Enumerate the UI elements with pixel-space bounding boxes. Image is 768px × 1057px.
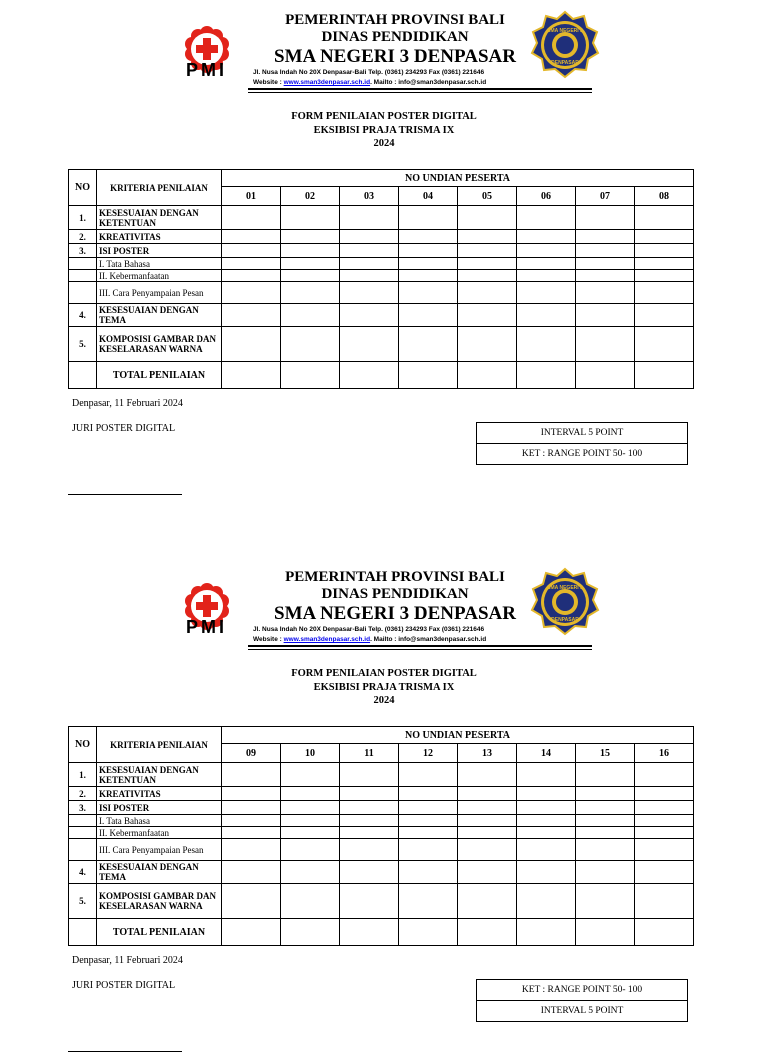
criteria-label: KOMPOSISI GAMBAR DAN KESELARASAN WARNA — [97, 884, 222, 919]
participants-header: NO UNDIAN PESERTA — [222, 170, 694, 187]
score-cell[interactable] — [222, 827, 281, 839]
score-cell[interactable] — [340, 270, 399, 282]
score-cell[interactable] — [635, 787, 694, 801]
score-cell[interactable] — [399, 787, 458, 801]
score-cell[interactable] — [222, 258, 281, 270]
score-cell[interactable] — [399, 244, 458, 258]
score-cell[interactable] — [576, 801, 635, 815]
score-cell[interactable] — [635, 884, 694, 919]
score-cell[interactable] — [281, 206, 340, 230]
score-cell[interactable] — [222, 244, 281, 258]
criteria-header: KRITERIA PENILAIAN — [97, 727, 222, 763]
title-line3: 2024 — [373, 695, 395, 706]
criteria-number: 1. — [69, 763, 97, 787]
participant-number: 09 — [222, 744, 281, 763]
score-cell[interactable] — [222, 801, 281, 815]
score-cell[interactable] — [458, 884, 517, 919]
score-cell[interactable] — [281, 230, 340, 244]
criteria-header: KRITERIA PENILAIAN — [97, 170, 222, 206]
total-score-cell[interactable] — [635, 919, 694, 946]
criteria-row — [69, 815, 694, 827]
score-cell[interactable] — [340, 230, 399, 244]
table-header-row — [69, 170, 694, 187]
participant-number: 15 — [576, 744, 635, 763]
total-number-cell — [69, 362, 97, 389]
score-cell[interactable] — [635, 839, 694, 861]
participant-number: 01 — [222, 187, 281, 206]
criteria-row — [69, 763, 694, 787]
score-cell[interactable] — [576, 282, 635, 304]
score-cell[interactable] — [576, 827, 635, 839]
score-cell[interactable] — [222, 327, 281, 362]
participant-number: 08 — [635, 187, 694, 206]
score-cell[interactable] — [399, 258, 458, 270]
letterhead — [250, 569, 540, 625]
criteria-label: KOMPOSISI GAMBAR DAN KESELARASAN WARNA — [97, 327, 222, 362]
criteria-label: KESESUAIAN DENGAN TEMA — [97, 861, 222, 884]
title-line2: EKSIBISI PRAJA TRISMA IX — [313, 681, 455, 693]
score-cell[interactable] — [281, 304, 340, 327]
total-score-cell[interactable] — [399, 362, 458, 389]
score-cell[interactable] — [576, 861, 635, 884]
criteria-label: III. Cara Penyampaian Pesan — [97, 839, 222, 861]
crest-bottom-text: DENPASAR — [551, 617, 579, 623]
school-address: Jl. Nusa Indah No 20X Denpasar-Bali Telp. (0361) 234293 Fax (0361) 221646 Website : www.sman3denpasar.sch.id. Mailto : info@sman3denpasar.sch.id — [253, 69, 487, 86]
total-score-cell[interactable] — [576, 362, 635, 389]
score-cell[interactable] — [458, 258, 517, 270]
school-crest — [530, 567, 600, 637]
score-cell[interactable] — [340, 763, 399, 787]
score-cell[interactable] — [222, 839, 281, 861]
score-cell[interactable] — [517, 327, 576, 362]
score-cell[interactable] — [222, 861, 281, 884]
criteria-number — [69, 282, 97, 304]
participants-header: NO UNDIAN PESERTA — [222, 727, 694, 744]
criteria-row — [69, 258, 694, 270]
score-cell[interactable] — [517, 304, 576, 327]
score-cell[interactable] — [399, 206, 458, 230]
crest-top-text: SMA NEGERI 3 — [547, 28, 583, 34]
score-cell[interactable] — [281, 801, 340, 815]
score-cell[interactable] — [635, 282, 694, 304]
score-cell[interactable] — [517, 815, 576, 827]
score-cell[interactable] — [399, 327, 458, 362]
criteria-number: 3. — [69, 801, 97, 815]
no-header: NO — [69, 170, 97, 206]
criteria-number — [69, 815, 97, 827]
criteria-number: 4. — [69, 304, 97, 327]
score-cell[interactable] — [222, 206, 281, 230]
criteria-row — [69, 230, 694, 244]
score-cell[interactable] — [635, 206, 694, 230]
score-cell[interactable] — [576, 244, 635, 258]
score-cell[interactable] — [281, 815, 340, 827]
score-cell[interactable] — [517, 763, 576, 787]
participant-number: 02 — [281, 187, 340, 206]
score-cell[interactable] — [340, 815, 399, 827]
score-cell[interactable] — [399, 839, 458, 861]
school-name: SMA NEGERI 3 DENPASAR — [274, 603, 516, 624]
score-cell[interactable] — [635, 304, 694, 327]
score-cell[interactable] — [399, 861, 458, 884]
signing-date: Denpasar, 11 Februari 2024 — [72, 955, 183, 966]
total-score-cell[interactable] — [635, 362, 694, 389]
score-cell[interactable] — [458, 801, 517, 815]
participant-number: 13 — [458, 744, 517, 763]
participant-number: 03 — [340, 187, 399, 206]
letterhead-rule-thin — [248, 92, 592, 93]
score-cell[interactable] — [340, 282, 399, 304]
participant-number: 10 — [281, 744, 340, 763]
score-cell[interactable] — [576, 258, 635, 270]
score-cell[interactable] — [281, 258, 340, 270]
school-crest — [530, 10, 600, 80]
total-score-cell[interactable] — [576, 919, 635, 946]
score-cell[interactable] — [635, 270, 694, 282]
criteria-row — [69, 839, 694, 861]
score-cell[interactable] — [517, 258, 576, 270]
score-cell[interactable] — [222, 884, 281, 919]
signing-date: Denpasar, 11 Februari 2024 — [72, 398, 183, 409]
score-cell[interactable] — [635, 327, 694, 362]
score-cell[interactable] — [281, 270, 340, 282]
score-cell[interactable] — [399, 763, 458, 787]
criteria-row — [69, 270, 694, 282]
score-cell[interactable] — [222, 304, 281, 327]
title-line1: FORM PENILAIAN POSTER DIGITAL — [291, 111, 477, 122]
score-cell[interactable] — [340, 258, 399, 270]
criteria-row — [69, 244, 694, 258]
title-line2: EKSIBISI PRAJA TRISMA IX — [313, 124, 455, 136]
letterhead-rule — [248, 645, 592, 647]
score-cell[interactable] — [635, 801, 694, 815]
scoring-notes — [476, 979, 688, 1022]
total-score-cell[interactable] — [281, 919, 340, 946]
score-cell[interactable] — [576, 327, 635, 362]
score-cell[interactable] — [517, 861, 576, 884]
score-cell[interactable] — [399, 304, 458, 327]
criteria-label: I. Tata Bahasa — [97, 815, 222, 827]
score-cell[interactable] — [281, 827, 340, 839]
score-cell[interactable] — [340, 861, 399, 884]
website-link[interactable]: www.sman3denpasar.sch.id — [283, 79, 371, 86]
score-cell[interactable] — [340, 827, 399, 839]
score-cell[interactable] — [517, 801, 576, 815]
score-table — [68, 169, 694, 389]
pmi-text: PMI — [186, 60, 228, 80]
total-label: TOTAL PENILAIAN — [97, 362, 222, 389]
participant-number: 04 — [399, 187, 458, 206]
participant-number: 16 — [635, 744, 694, 763]
criteria-number — [69, 258, 97, 270]
jury-label: JURI POSTER DIGITAL — [72, 423, 176, 434]
form-title — [200, 667, 568, 708]
jury-label: JURI POSTER DIGITAL — [72, 980, 176, 991]
org-line1: PEMERINTAH PROVINSI BALI — [285, 12, 505, 28]
criteria-number: 5. — [69, 884, 97, 919]
total-label: TOTAL PENILAIAN — [97, 919, 222, 946]
score-table — [68, 726, 694, 946]
score-cell[interactable] — [576, 763, 635, 787]
participant-number: 05 — [458, 187, 517, 206]
criteria-label: KREATIVITAS — [97, 787, 222, 801]
score-cell[interactable] — [458, 282, 517, 304]
total-score-cell[interactable] — [458, 919, 517, 946]
score-cell[interactable] — [517, 839, 576, 861]
criteria-row — [69, 787, 694, 801]
criteria-number — [69, 270, 97, 282]
score-cell[interactable] — [517, 884, 576, 919]
school-address: Jl. Nusa Indah No 20X Denpasar-Bali Telp. (0361) 234293 Fax (0361) 221646 Website : www.sman3denpasar.sch.id. Mailto : info@sman3denpasar.sch.id — [253, 626, 487, 643]
score-cell[interactable] — [222, 787, 281, 801]
assessment-form-form2 — [0, 557, 768, 1057]
score-cell[interactable] — [222, 763, 281, 787]
note-box-bottom: INTERVAL 5 POINT — [476, 1001, 688, 1022]
criteria-number: 2. — [69, 230, 97, 244]
score-cell[interactable] — [458, 861, 517, 884]
total-row — [69, 919, 694, 946]
note-box-top: KET : RANGE POINT 50- 100 — [476, 979, 688, 1001]
total-number-cell — [69, 919, 97, 946]
criteria-number: 2. — [69, 787, 97, 801]
score-cell[interactable] — [399, 827, 458, 839]
score-cell[interactable] — [635, 230, 694, 244]
score-cell[interactable] — [340, 884, 399, 919]
score-cell[interactable] — [340, 327, 399, 362]
score-cell[interactable] — [576, 304, 635, 327]
criteria-label: I. Tata Bahasa — [97, 258, 222, 270]
criteria-number: 4. — [69, 861, 97, 884]
criteria-row — [69, 801, 694, 815]
score-cell[interactable] — [517, 230, 576, 244]
score-cell[interactable] — [517, 787, 576, 801]
website-link[interactable]: www.sman3denpasar.sch.id — [283, 636, 371, 643]
score-cell[interactable] — [281, 884, 340, 919]
score-cell[interactable] — [458, 304, 517, 327]
score-cell[interactable] — [399, 230, 458, 244]
score-cell[interactable] — [222, 270, 281, 282]
score-cell[interactable] — [399, 270, 458, 282]
crest-bottom-text: DENPASAR — [551, 60, 579, 66]
score-cell[interactable] — [281, 763, 340, 787]
criteria-row — [69, 206, 694, 230]
org-line1: PEMERINTAH PROVINSI BALI — [285, 569, 505, 585]
score-cell[interactable] — [635, 258, 694, 270]
total-score-cell[interactable] — [517, 362, 576, 389]
participant-number: 06 — [517, 187, 576, 206]
score-cell[interactable] — [517, 244, 576, 258]
score-cell[interactable] — [576, 230, 635, 244]
total-score-cell[interactable] — [399, 919, 458, 946]
criteria-number: 5. — [69, 327, 97, 362]
score-cell[interactable] — [576, 839, 635, 861]
score-cell[interactable] — [281, 282, 340, 304]
criteria-row — [69, 304, 694, 327]
school-name: SMA NEGERI 3 DENPASAR — [274, 46, 516, 67]
score-cell[interactable] — [340, 206, 399, 230]
participant-number: 07 — [576, 187, 635, 206]
score-cell[interactable] — [340, 787, 399, 801]
score-cell[interactable] — [458, 244, 517, 258]
score-cell[interactable] — [635, 861, 694, 884]
total-score-cell[interactable] — [222, 919, 281, 946]
criteria-label: II. Kebermanfaatan — [97, 270, 222, 282]
criteria-label: KREATIVITAS — [97, 230, 222, 244]
score-cell[interactable] — [458, 763, 517, 787]
score-cell[interactable] — [399, 801, 458, 815]
criteria-row — [69, 327, 694, 362]
letterhead-rule-thin — [248, 649, 592, 650]
total-score-cell[interactable] — [281, 362, 340, 389]
score-cell[interactable] — [635, 827, 694, 839]
signature-line — [68, 1051, 182, 1052]
score-cell[interactable] — [281, 839, 340, 861]
signature-line — [68, 494, 182, 495]
criteria-row — [69, 282, 694, 304]
scoring-notes — [476, 422, 688, 465]
score-cell[interactable] — [340, 801, 399, 815]
note-box-bottom: KET : RANGE POINT 50- 100 — [476, 444, 688, 465]
score-cell[interactable] — [222, 282, 281, 304]
no-header: NO — [69, 727, 97, 763]
org-line2: DINAS PENDIDIKAN — [321, 29, 469, 45]
crest-top-text: SMA NEGERI 3 — [547, 585, 583, 591]
title-line3: 2024 — [373, 138, 395, 149]
score-cell[interactable] — [635, 763, 694, 787]
criteria-number: 3. — [69, 244, 97, 258]
criteria-number — [69, 827, 97, 839]
score-cell[interactable] — [576, 206, 635, 230]
assessment-form-form1 — [0, 0, 768, 500]
criteria-number: 1. — [69, 206, 97, 230]
criteria-label: II. Kebermanfaatan — [97, 827, 222, 839]
criteria-row — [69, 861, 694, 884]
score-cell[interactable] — [576, 815, 635, 827]
score-cell[interactable] — [281, 787, 340, 801]
criteria-number — [69, 839, 97, 861]
score-cell[interactable] — [458, 815, 517, 827]
criteria-label: KESESUAIAN DENGAN TEMA — [97, 304, 222, 327]
form-title — [200, 110, 568, 151]
score-cell[interactable] — [576, 270, 635, 282]
criteria-label: III. Cara Penyampaian Pesan — [97, 282, 222, 304]
letterhead-rule — [248, 88, 592, 90]
score-cell[interactable] — [222, 815, 281, 827]
score-cell[interactable] — [635, 244, 694, 258]
total-row — [69, 362, 694, 389]
participant-number: 11 — [340, 744, 399, 763]
criteria-row — [69, 827, 694, 839]
score-cell[interactable] — [340, 304, 399, 327]
participant-number: 12 — [399, 744, 458, 763]
total-score-cell[interactable] — [340, 362, 399, 389]
criteria-label: ISI POSTER — [97, 244, 222, 258]
criteria-label: KESESUAIAN DENGAN KETENTUAN — [97, 206, 222, 230]
table-header-row — [69, 727, 694, 744]
score-cell[interactable] — [517, 206, 576, 230]
score-cell[interactable] — [399, 884, 458, 919]
score-cell[interactable] — [517, 827, 576, 839]
score-cell[interactable] — [281, 861, 340, 884]
score-cell[interactable] — [458, 206, 517, 230]
total-score-cell[interactable] — [458, 362, 517, 389]
org-line2: DINAS PENDIDIKAN — [321, 586, 469, 602]
title-line1: FORM PENILAIAN POSTER DIGITAL — [291, 668, 477, 679]
score-cell[interactable] — [458, 839, 517, 861]
score-cell[interactable] — [576, 787, 635, 801]
score-cell[interactable] — [281, 327, 340, 362]
participant-number: 14 — [517, 744, 576, 763]
score-cell[interactable] — [458, 270, 517, 282]
criteria-row — [69, 884, 694, 919]
total-score-cell[interactable] — [340, 919, 399, 946]
total-score-cell[interactable] — [222, 362, 281, 389]
score-cell[interactable] — [399, 815, 458, 827]
score-cell[interactable] — [222, 230, 281, 244]
note-box-top: INTERVAL 5 POINT — [476, 422, 688, 444]
pmi-text: PMI — [186, 617, 228, 637]
criteria-label: KESESUAIAN DENGAN KETENTUAN — [97, 763, 222, 787]
score-cell[interactable] — [517, 282, 576, 304]
total-score-cell[interactable] — [517, 919, 576, 946]
score-cell[interactable] — [340, 839, 399, 861]
score-cell[interactable] — [458, 230, 517, 244]
score-cell[interactable] — [576, 884, 635, 919]
score-cell[interactable] — [281, 244, 340, 258]
score-cell[interactable] — [458, 827, 517, 839]
score-cell[interactable] — [517, 270, 576, 282]
score-cell[interactable] — [458, 787, 517, 801]
score-cell[interactable] — [340, 244, 399, 258]
criteria-label: ISI POSTER — [97, 801, 222, 815]
score-cell[interactable] — [635, 815, 694, 827]
letterhead — [250, 12, 540, 68]
score-cell[interactable] — [399, 282, 458, 304]
score-cell[interactable] — [458, 327, 517, 362]
